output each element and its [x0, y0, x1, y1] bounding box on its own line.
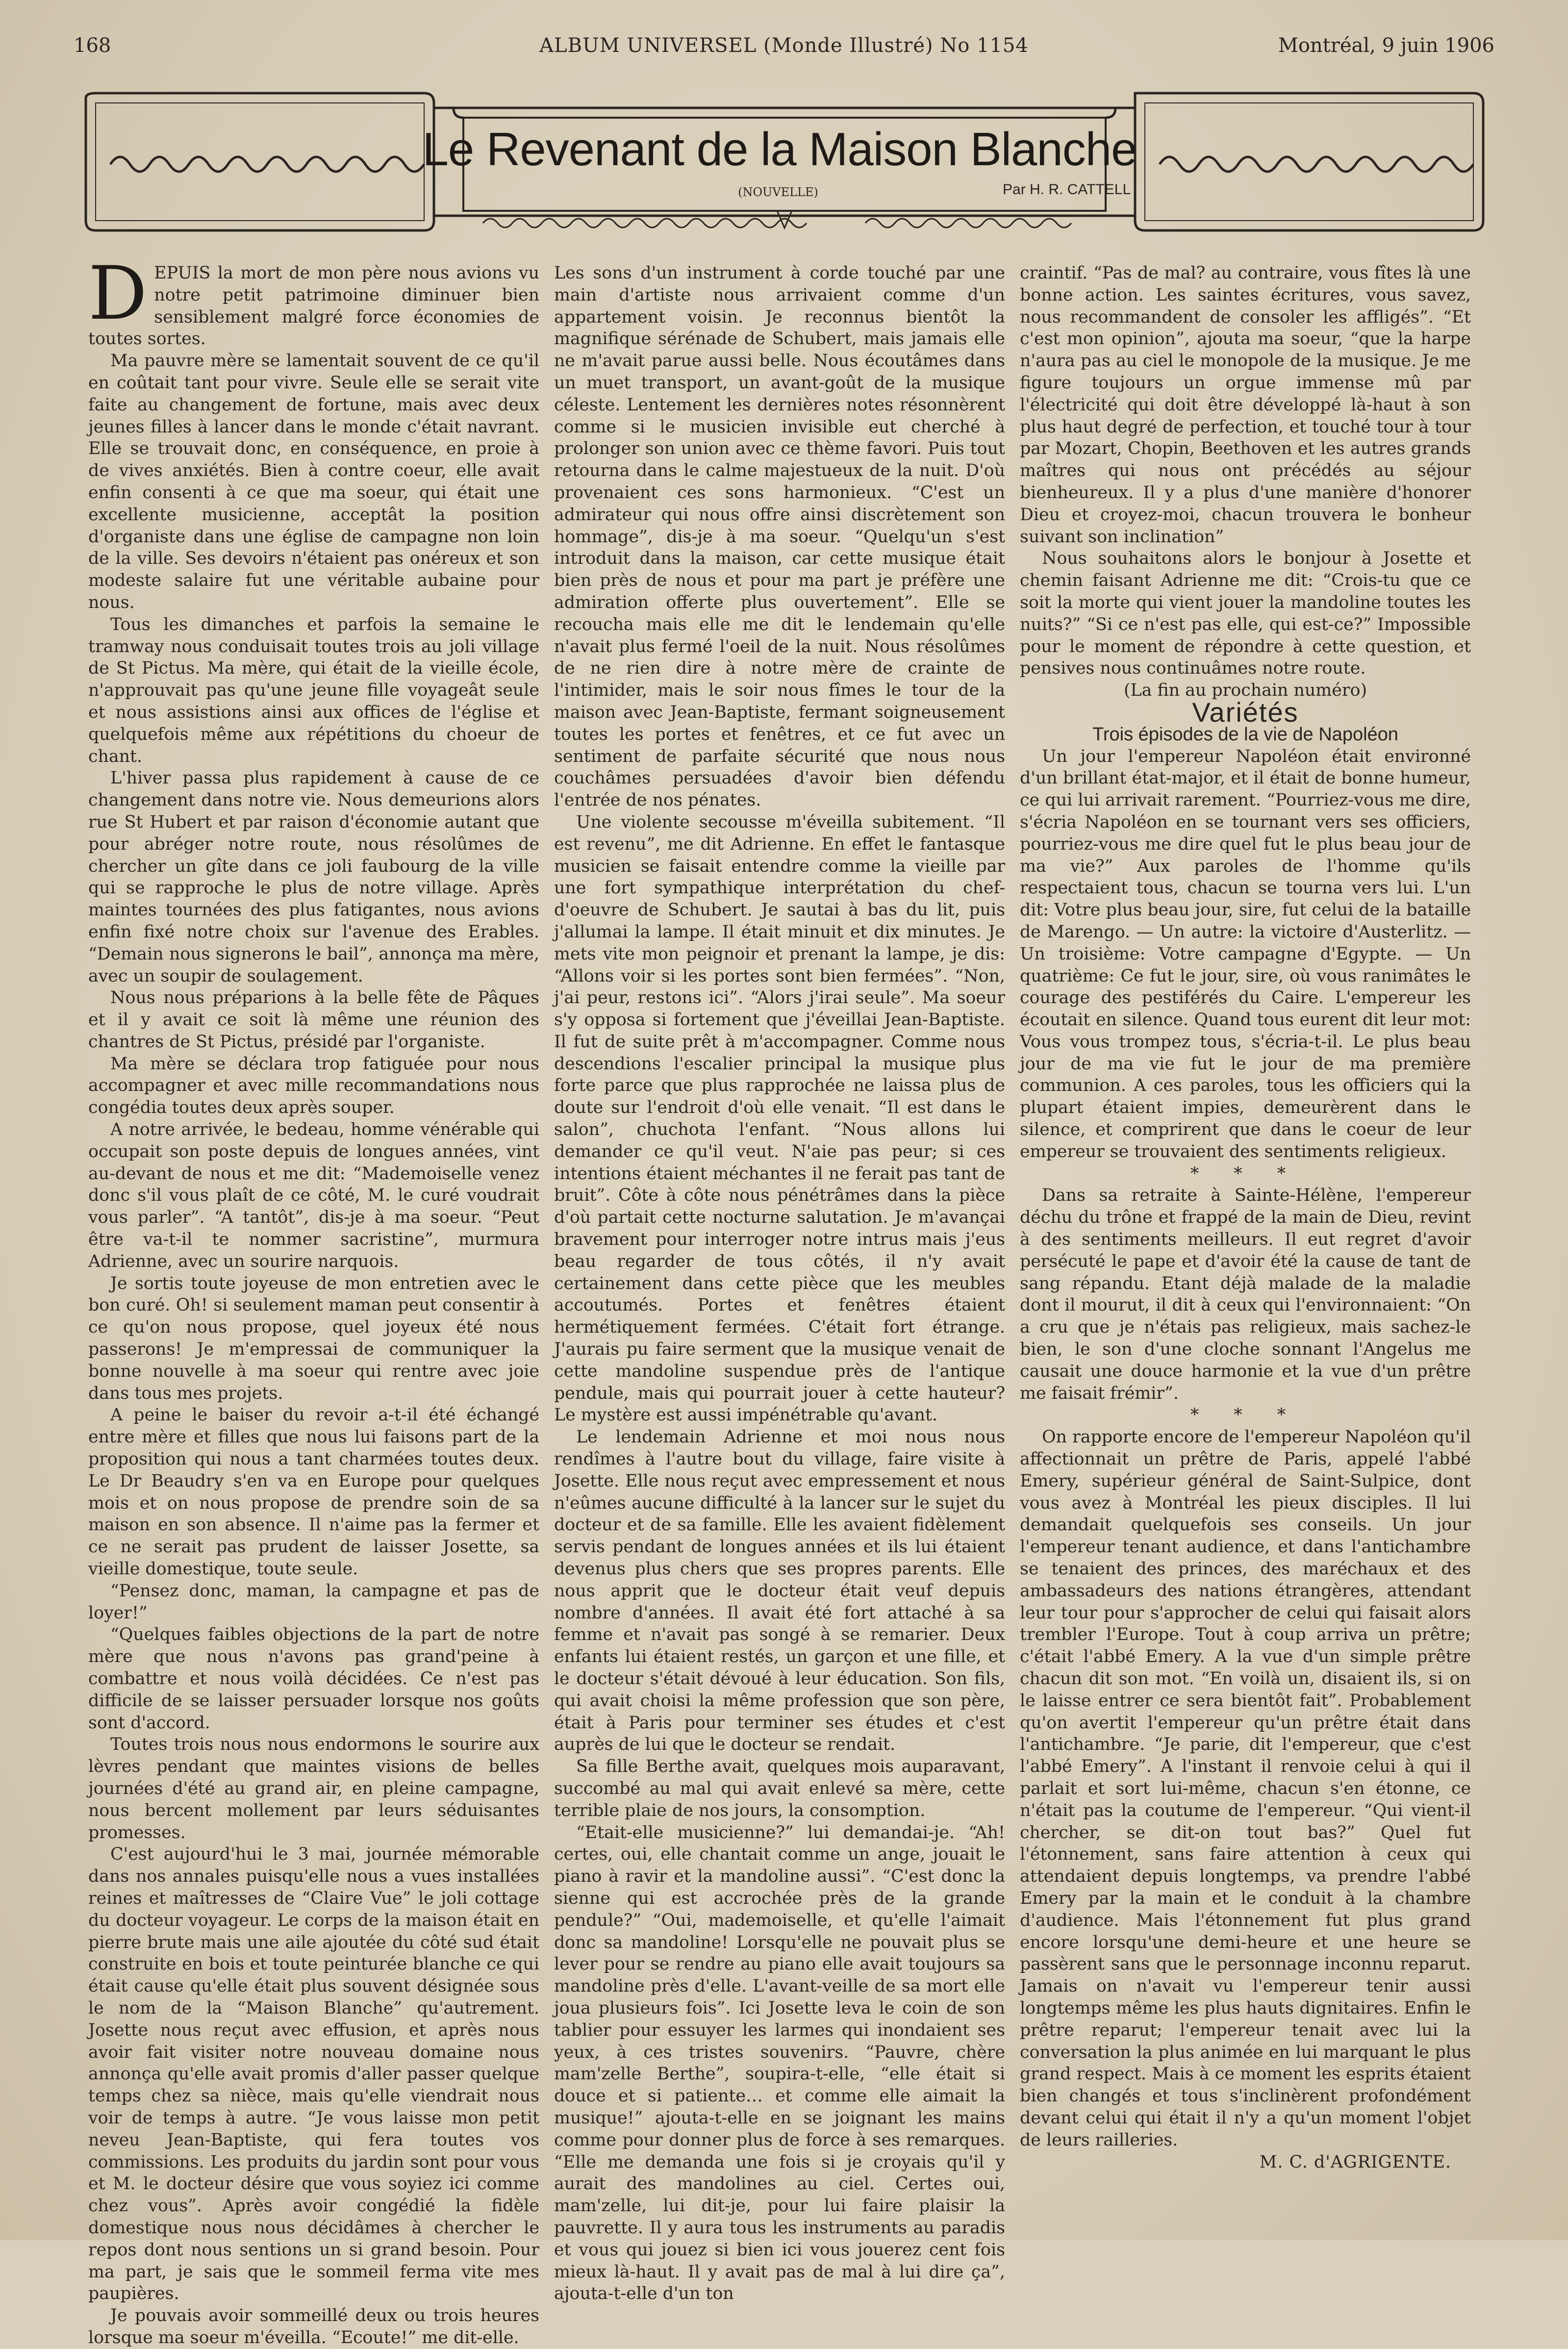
- paragraph: “Quelques faibles objections de la part de notre mère que nous n'avons pas grand'peine à combattre et nous voilà décidées. Ce n'est pas difficile de se laisser persuader lorsque nos goûts sont d'accord.: [88, 1625, 539, 1733]
- publication-title: ALBUM UNIVERSEL (Monde Illustré) No 1154: [539, 34, 1029, 57]
- column-2: [554, 262, 1005, 2304]
- paragraph: A notre arrivée, le bedeau, homme vénérable qui occupait son poste depuis de longues années, vint au-devant de nous et me dit: “Mademoiselle venez donc s'il vous plaît de ce côté, M. le curé voudrait vous parler”. “A tantôt”, dis-je à ma soeur. “Peut être va-t-il te nommer sacristine”, murmura Adrienne, avec un sourire narquois.: [88, 1120, 539, 1271]
- drop-cap: D: [88, 251, 148, 336]
- paragraph: Tous les dimanches et parfois la semaine le tramway nous conduisait toutes trois au joli village de St Pictus. Ma mère, qui était de la vieille école, n'approuvait pas qu'une jeune fille voyageât seule et nous assistions ainsi aux offices de l'église et quelquefois même aux répétitions du choeur de chant.: [88, 614, 539, 766]
- article-byline: Par H. R. CATTELL: [1003, 181, 1131, 198]
- article-genre: (NOUVELLE): [738, 185, 818, 199]
- paragraph: Ma pauvre mère se lamentait souvent de ce qu'il en coûtait tant pour vivre. Seule elle se serait vite faite au changement de fortune, mais avec deux jeunes filles à lancer dans le monde c'était navrant. Elle se trouvait donc, en conséquence, en proie à de vives anxiétés. Bien à contre coeur, elle avait enfin consenti à ce que ma soeur, qui était une excellente musicienne, acceptât la position d'organiste dans une église de campagne non loin de la ville. Ses devoirs n'étaient pas onéreux et son modeste salaire fut une véritable aubaine pour nous.: [88, 351, 539, 612]
- paragraph: “Pensez donc, maman, la campagne et pas de loyer!”: [88, 1581, 539, 1623]
- paragraph: Je pouvais avoir sommeillé deux ou trois heures lorsque ma soeur m'éveilla. “Ecoute!” me dit-elle.: [88, 2306, 539, 2348]
- paragraph: On rapporte encore de l'empereur Napoléon qu'il affectionnait un prêtre de Paris, appelé l'abbé Emery, supérieur général de Saint-Sulpice, dont vous avez à Montréal les pieux disciples. Il lui demandait quelquefois ses conseils. Un jour l'empereur tenant audience, et dans l'antichambre se tenaient des princes, des maréchaux et des ambassadeurs des nations étrangères, attendant leur tour pour s'approcher de celui qui faisait alors trembler l'Europe. Tout à coup arriva un prêtre; c'était l'abbé Emery. A la vue d'un simple prêtre chacun dit son mot. “En voilà un, disaient ils, si on le laisse entrer ce sera bientôt fait”. Probablement qu'on avertit l'empereur qu'un prêtre était dans l'antichambre. “Je parie, dit l'empereur, que c'est l'abbé Emery”. A l'instant il renvoie celui à qui il parlait et sort lui-même, chacun s'en étonne, ce n'était pas la coutume de l'empereur. “Qui vient-il chercher, se dit-on tout bas?” Quel fut l'étonnement, sans faire attention à ceux qui attendaient depuis longtemps, va prendre l'abbé Emery par la main et le conduit à la chambre d'audience. Mais l'étonnement fut plus grand encore lorsqu'une demi-heure et une heure se passèrent sans que le personnage inconnu reparut. Jamais on n'avait vu l'empereur tenir aussi longtemps même les plus hauts dignitaires. Enfin le prêtre reparut; l'empereur tenait avec lui la conversation la plus animée en lui marquant le plus grand respect. Mais à ce moment les esprits étaient bien changés et tous s'inclinèrent profondément devant celui qui était il n'y a qu'un moment l'objet de leurs railleries.: [1020, 1427, 1471, 2150]
- paragraph: Nous souhaitons alors le bonjour à Josette et chemin faisant Adrienne me dit: “Crois-tu que ce soit la morte qui vient jouer la mandoline toutes les nuits?” “Si ce n'est pas elle, qui est-ce?” Impossible pour le moment de répondre à cette question, et pensives nous continuâmes notre route.: [1020, 549, 1471, 679]
- paragraph: craintif. “Pas de mal? au contraire, vous fîtes là une bonne action. Les saintes écritures, vous savez, nous recommandent de consoler les affligés”. “Et c'est mon opinion”, ajouta ma soeur, “que la harpe n'aura pas au ciel le monopole de la musique. Je me figure toujours un orgue immense mû par l'électricité qui doit être développé là-haut à son plus haut degré de perfection, et touché tour à tour par Mozart, Chopin, Beethoven et les autres grands maîtres qui nous ont précédés au séjour bienheureux. Il y a plus d'une manière d'honorer Dieu et croyez-moi, chacun trouvera le bonheur suivant son inclination”: [1020, 263, 1471, 547]
- section-heading: Variétés: [1192, 696, 1299, 728]
- paragraph: A peine le baiser du revoir a-t-il été échangé entre mère et filles que nous lui faisons part de la proposition qui nous a tant charmées toutes deux. Le Dr Beaudry s'en va en Europe pour quelques mois et on nous propose de prendre soin de sa maison en son absence. Il n'aime pas la fermer et ce ne serait pas prudent de laisser Josette, sa vieille domestique, toute seule.: [88, 1405, 539, 1579]
- page-number: 168: [74, 34, 111, 57]
- paragraph: Toutes trois nous nous endormons le sourire aux lèvres pendant que maintes visions de belles journées d'été au grand air, en pleine campagne, nous bercent mollement par leurs séduisantes promesses.: [88, 1735, 539, 1843]
- paragraph: Une violente secousse m'éveilla subitement. “Il est revenu”, me dit Adrienne. En effet le fantasque musicien se faisait entendre comme la vieille par une fort sympathique interprétation du chef-d'oeuvre de Schubert. Je sautai à bas du lit, puis j'allumai la lampe. Il était minuit et dix minutes. Je mets vite mon peignoir et prenant la lampe, je dis: “Allons voir si les portes sont bien fermées”. “Non, j'ai peur, restons ici”. “Alors j'irai seule”. Ma soeur s'y opposa si fortement que j'éveillai Jean-Baptiste. Il fut de suite prêt à m'accompagner. Comme nous descendions l'escalier principal la musique plus forte parce que plus rapprochée ne laissa plus de doute sur l'endroit d'où elle venait. “Il est dans le salon”, chuchota l'enfant. “Nous allons lui demander ce qu'il veut. N'aie pas peur; si ces intentions étaient méchantes il ne ferait pas tant de bruit”. Côte à côte nous pénétrâmes dans la pièce d'où partait cette nocturne salutation. Je m'avançai bravement pour interroger notre intrus mais j'eus beau regarder de tous côtés, il n'y avait certainement dans cette pièce que les meubles accoutumés. Portes et fenêtres étaient hermétiquement fermées. C'était fort étrange. J'aurais pu faire serment que la musique venait de cette mandoline suspendue près de l'antique pendule, mais qui pourrait jouer à cette hauteur? Le mystère est aussi impénétrable qu'avant.: [554, 812, 1005, 1425]
- continued-note: (La fin au prochain numéro): [1123, 681, 1367, 701]
- paragraph: Je sortis toute joyeuse de mon entretien avec le bon curé. Oh! si seulement maman peut consentir à ce qu'on nous propose, quel joyeux été nous passerons! Je m'empressai de communiquer la bonne nouvelle à ma soeur qui rentre avec joie dans tous mes projets.: [88, 1273, 539, 1403]
- section-separator: * * *: [1190, 1163, 1301, 1184]
- paragraph: C'est aujourd'hui le 3 mai, journée mémorable dans nos annales puisqu'elle nous a vues installées reines et maîtresses de “Claire Vue” le joli cottage du docteur voyageur. Le corps de la maison était en pierre brute mais une aile ajoutée du côté sud était construite en bois et toute peinturée blanche ce qui était cause qu'elle était plus souvent désignée sous le nom de la “Maison Blanche” qu'autrement. Josette nous reçut avec effusion, et après nous avoir fait visiter notre nouveau domaine nous annonça qu'elle avait promis d'aller passer quelque temps chez sa nièce, mais qu'elle viendrait nous voir de temps à autre. “Je vous laisse mon petit neveu Jean-Baptiste, qui fera toutes vos commissions. Les produits du jardin sont pour vous et M. le docteur désire que vous soyiez ici comme chez vous”. Après avoir congédié la fidèle domestique nous nous décidâmes à chercher le repos dont nous sentions un si grand besoin. Pour ma part, je sais que le sommeil ferma vite mes paupières.: [88, 1844, 539, 2304]
- paragraph: Sa fille Berthe avait, quelques mois auparavant, succombé au mal qui avait enlevé sa mère, cette terrible plaie de nos jours, la consomption.: [554, 1757, 1005, 1820]
- paragraph: L'hiver passa plus rapidement à cause de ce changement dans notre vie. Nous demeurions alors rue St Hubert et par raison d'économie autant que pour abréger notre route, nous résolûmes de chercher un gîte dans ce joli faubourg de la ville qui se rapproche le plus de notre village. Après maintes tournées des plus fatigantes, nous avions enfin fixé notre choix sur l'avenue des Erables. “Demain nous signerons le bail”, annonça ma mère, avec un soupir de soulagement.: [88, 768, 539, 986]
- paragraph: Dans sa retraite à Sainte-Hélène, l'empereur déchu du trône et frappé de la main de Dieu, revint à des sentiments meilleurs. Il eut regret d'avoir persécuté le pape et d'avoir été la cause de tant de sang répandu. Etant déjà malade de la maladie dont il mourut, il dit à ceux qui l'environnaient: “On a cru que je n'étais pas religieux, mais sachez-le bien, le son d'une cloche sonnant l'Angelus me causait une douce harmonie et la vue d'un prêtre me faisait frémir”.: [1020, 1186, 1471, 1403]
- running-header: [74, 34, 1494, 64]
- opening-paragraph: [88, 251, 539, 350]
- paragraph: Ma mère se déclara trop fatiguée pour nous accompagner et avec mille recommandations nous congédia toutes deux après souper.: [88, 1054, 539, 1118]
- paragraph: “Etait-elle musicienne?” lui demandai-je. “Ah! certes, oui, elle chantait comme un ange, jouait le piano à ravir et la mandoline aussi”. “C'est donc la sienne qui est accrochée près de la grande pendule?” “Oui, mademoiselle, et qu'elle l'aimait donc sa mandoline! Lorsqu'elle ne pouvait plus se lever pour se rendre au piano elle avait toujours sa mandoline près d'elle. L'avant-veille de sa mort elle joua plusieurs fois”. Ici Josette leva le coin de son tablier pour essuyer les larmes qui inondaient ses yeux, à ces tristes souvenirs. “Pauvre, chère mam'zelle Berthe”, soupira-t-elle, “elle était si douce et si patiente… et comme elle aimait la musique!” ajouta-t-elle en se joignant les mains comme pour donner plus de force à ses remarques. “Elle me demanda une fois si je croyais qu'il y aurait des mandolines au ciel. Certes oui, mam'zelle, lui dit-je, pour lui faire plaisir la pauvrette. Il y aura tous les instruments au paradis et vous qui jouez si bien ici vous jouerez cent fois mieux là-haut. Il y avait pas de mal à lui dire ça”, ajouta-t-elle d'un ton: [554, 1822, 1005, 2304]
- column-1: [88, 251, 539, 2348]
- section-subheading: Trois épisodes de la vie de Napoléon: [1092, 724, 1398, 745]
- paragraph: Les sons d'un instrument à corde touché par une main d'artiste nous arrivaient comme d'un appartement voisin. Je reconnus bientôt la magnifique sérénade de Schubert, mais jamais elle ne m'avait parue aussi belle. Nous écoutâmes dans un muet transport, un avant-goût de la musique céleste. Lentement les dernières notes résonnèrent comme si le musicien invisible eut cherché à prolonger son union avec ce thème favori. Puis tout retourna dans le calme majestueux de la nuit. D'où provenaient ces sons harmonieux. “C'est un admirateur qui nous offre ainsi discrètement son hommage”, dis-je à ma soeur. “Quelqu'un s'est introduit dans la maison, car cette musique était bien près de nous et pour ma part je préfère une admiration offerte plus ouvertement”. Elle se recoucha mais elle me dit le lendemain qu'elle n'avait plus fermé l'oeil de la nuit. Nous résolûmes de ne rien dire à notre mère de crainte de l'intimider, mais le soir nous fîmes le tour de la maison avec Jean-Baptiste, fermant soigneusement toutes les portes et fenêtres, et ce fut avec un sentiment de parfaite sécurité que nous nous couchâmes persuadées d'avoir bien défendu l'entrée de nos pénates.: [554, 263, 1005, 810]
- paragraph: Un jour l'empereur Napoléon était environné d'un brillant état-major, et il était de bonne humeur, ce qui lui arrivait rarement. “Pourriez-vous me dire, s'écria Napoléon en se tournant vers ses officiers, pourriez-vous me dire quel fut le plus beau jour de ma vie?” Aux paroles de l'homme qu'ils respectaient tous, chacun se tourna vers lui. L'un dit: Votre plus beau jour, sire, fut celui de la bataille de Marengo. — Un autre: la victoire d'Austerlitz. — Un troisième: Votre campagne d'Egypte. — Un quatrième: Ce fut le jour, sire, où vous ranimâtes le courage des pestiférés du Caire. L'empereur les écoutait en silence. Quand tous eurent dit leur mot: Vous vous trompez tous, s'écria-t-il. Le plus beau jour de ma vie fut le jour de ma première communion. A ces paroles, tous les officiers qui la plupart étaient impies, demeurèrent dans le silence, et comprirent que dans le coeur de leur empereur se trouvaient des sentiments religieux.: [1020, 746, 1471, 1162]
- paragraph: Nous nous préparions à la belle fête de Pâques et il y avait ce soit là même une réunion des chantres de St Pictus, présidé par l'organiste.: [88, 988, 539, 1052]
- article-title: Le Revenant de la Maison Blanche: [422, 123, 1137, 176]
- issue-date: Montréal, 9 juin 1906: [1278, 34, 1494, 57]
- section-separator: * * *: [1190, 1405, 1301, 1425]
- opening-text: EPUIS la mort de mon père nous avions vu notre petit patrimoine diminuer bien sensiblement malgré force économies de toutes sortes.: [88, 263, 539, 349]
- paragraph: Le lendemain Adrienne et moi nous nous rendîmes à l'autre bout du village, faire visite à Josette. Elle nous reçut avec empressement et nous n'eûmes aucune difficulté à la lancer sur le sujet du docteur et de sa famille. Elle les avaient fidèlement servis pendant de longues années et ils lui étaient devenus plus chers que ses propres parents. Elle nous apprit que le docteur était veuf depuis nombre d'années. Il avait été fort attaché à sa femme et n'avait pas songé à se remarier. Deux enfants lui étaient restés, un garçon et une fille, et le docteur s'était dévoué à leur éducation. Son fils, qui avait choisi la même profession que son père, était à Paris pour terminer ses études et c'est auprès de lui que le docteur se rendait.: [554, 1427, 1005, 1755]
- signature: M. C. d'AGRIGENTE.: [1259, 2152, 1451, 2172]
- column-3: [1020, 262, 1471, 2174]
